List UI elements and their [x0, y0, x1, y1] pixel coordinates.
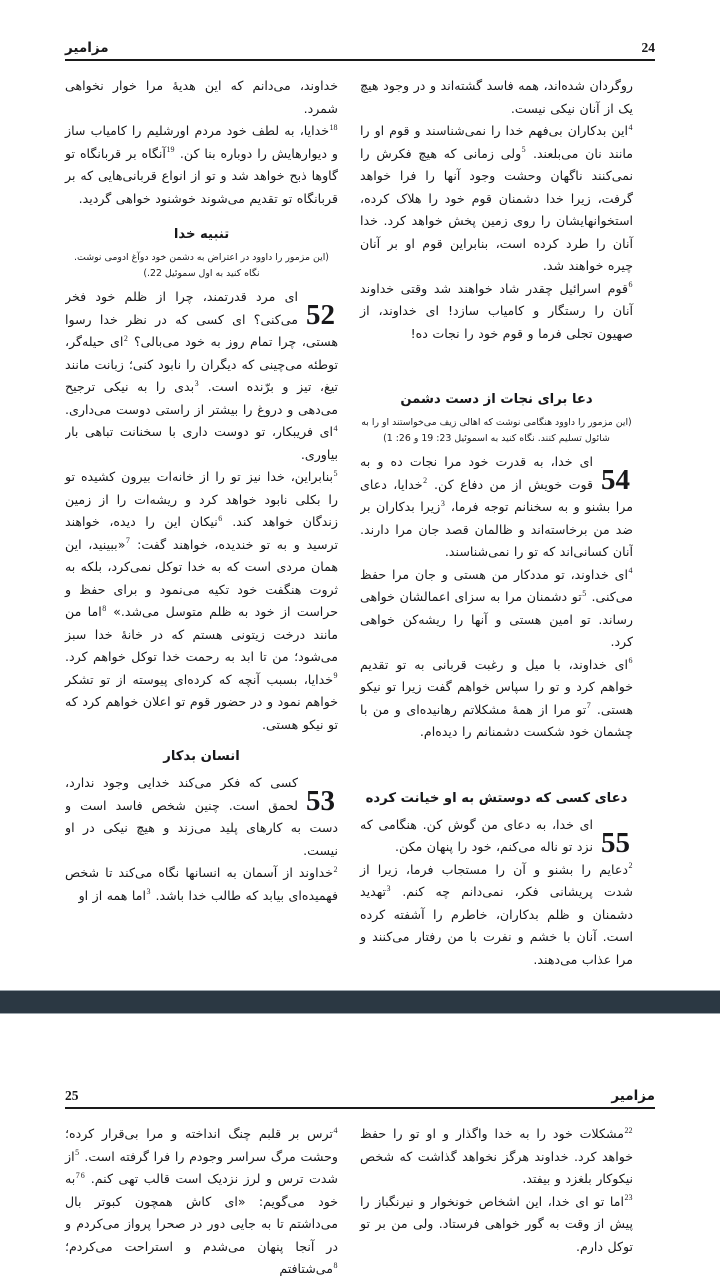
psalm-55-v22: [360, 1123, 633, 1191]
chapter-number-54: 54: [601, 464, 630, 496]
chapter-block-55: [360, 814, 633, 859]
psalm-53-v6: [360, 278, 633, 346]
verse-text: مشکلات خود را به خدا واگذار و او تو را حفظ خواهد کرد. خداوند هرگز نخواهد گذاشت که شخص نیکوکار بلغزد و بیفتد.: [360, 1126, 633, 1186]
psalm-52-body: [65, 286, 338, 466]
folio-number: 24: [641, 40, 655, 55]
verse-text: ای خداوند، با میل و رغبت قربانی به تو تقدیم خواهم کرد و تو را سپاس خواهم گفت زیرا تو نیکو هستی.: [360, 656, 633, 717]
verse-number: 6: [218, 513, 223, 523]
paragraph-psalm51-v18-19: [65, 120, 338, 210]
verse-number: 22: [624, 1125, 633, 1135]
verse-number: 6: [628, 656, 633, 666]
verse-number: 2: [628, 861, 633, 871]
verse-number: 18: [329, 122, 338, 132]
verse-number: 7: [125, 536, 130, 546]
verse-text: اما من مانند درخت زیتونی هستم که در خانهٔ خدا سبز می‌شود؛ من تا ابد به رحمت خدا توکل خواهم کرد.: [65, 604, 338, 664]
page-24-column-right: [65, 75, 338, 971]
verse-number: 8: [102, 603, 107, 613]
chapter-block-52: [65, 286, 338, 466]
verse-text: بدی را به نیکی ترجیح می‌دهی و دروغ را بیشتر از راستی دوست می‌داری.: [65, 379, 338, 417]
verse-number: 6: [628, 280, 633, 290]
verse-text: ترس بر قلبم چنگ انداخته و مرا بی‌قرار کرده؛ وحشت مرگ سراسر وجودم را فرا گرفته است.: [65, 1126, 338, 1164]
verse-number: 5: [521, 145, 526, 155]
verse-number: 4: [333, 423, 338, 433]
verse-text: ولی زمانی که هیچ فکرش را نمی‌کنند ناگهان وحشت وجود آنها را فرا خواهد گرفت، زیرا خدا دشمنان قوم خود را هلاک کرده، استخوانهایشان را روی زمین پخش خواهد کرد. خدا آنان را طرد کرده است، بنابراین قوم او بر آنان چیره خواهند شد.: [360, 145, 633, 273]
verse-text: زیرا بدکاران بر ضد من برخاسته‌اند و ظالمان قصد جان مرا دارند. آنان کسانی‌اند که تو را نمی‌شناسند.: [360, 499, 633, 559]
verse-text: خدایا، بسبب آنچه که کرده‌ای پیوسته از تو تشکر خواهم نمود و در حضور قوم تو اعلان خواهم کرد که تو نیکو هستی.: [65, 671, 338, 732]
verse-text: «ببینید، این همان مردی است که به خدا توکل نمی‌کرد، بلکه به ثروت هنگفت خود تکیه می‌نمود و برای حفظ و حراست از خود به ظلم متوسل می‌شد.»: [65, 536, 338, 619]
folio-number: 25: [65, 1088, 79, 1103]
section-heading-psalm-55: دعای کسی که دوستش به او خیانت کرده: [365, 790, 628, 806]
verse-number: 5: [333, 468, 338, 478]
page-25-column-right: [65, 1123, 338, 1281]
verse-text: ای مرد قدرتمند، چرا از ظلم خود فخر می‌کنی؟ ای کسی که در نظر خدا رسوا هستی، چرا تمام روز به خود می‌بالی؟: [65, 289, 338, 349]
verse-text: ای حیله‌گر، توطئه می‌چینی که دیگران را نابود کنی؛ زبانت مانند تیغ، تیز و برّنده است.: [65, 334, 338, 394]
psalm-54-v4-v5: [360, 564, 633, 654]
verse-number: 9: [333, 671, 338, 681]
verse-number: 5: [582, 588, 587, 598]
page-25-columns: [65, 1109, 655, 1281]
verse-text: خدایا، به لطف خود مردم اورشلیم را کامیاب ساز و دیوارهایش را دوباره بنا کن.: [65, 123, 338, 161]
psalm-53-body-continued: [65, 862, 338, 907]
verse-number: 2: [423, 476, 428, 486]
psalm-55-v2-v3: [360, 859, 633, 972]
chapter-number-55: 55: [601, 826, 630, 859]
psalm-53-v3-continuation: روگردان شده‌اند، همه فاسد گشته‌اند و در وجود هیچ یک از آنان نیکی نیست.: [360, 78, 633, 116]
verse-text: قوم اسرائیل چقدر شاد خواهند شد وقتی خداوند آنان را رستگار و کامیاب سازد! ای خداوند، از صهیون تجلی فرما و قوم خود را نجات ده!: [360, 280, 633, 341]
section-heading-psalm-52: تنبیه خدا: [173, 227, 230, 242]
book-title-running-head: مزامیر: [65, 40, 109, 56]
verse-number: 7: [75, 1170, 80, 1180]
psalm-55-v23: [360, 1191, 633, 1259]
verse-text: این بدکاران بی‌فهم خدا را نمی‌شناسند و قوم او را مانند نان می‌بلعند.: [360, 123, 633, 161]
verse-number: 23: [624, 1193, 633, 1203]
verse-text: اما تو ای خدا، این اشخاص خونخوار و نیرنگباز را پیش از وقت به گور خواهی فرستاد. ولی من بر تو توکل دارم.: [360, 1193, 633, 1254]
verse-number: 5: [75, 1148, 80, 1158]
verse-number: 19: [166, 145, 175, 155]
verse-text: کسی که فکر می‌کند خدایی وجود ندارد، لحمق است. چنین شخص فاسد است و دست به کارهای پلید می‌زند و هیچ نیکی در او نیست.: [65, 775, 338, 858]
verse-text: نیکان این را دیده، خواهند ترسید و به تو خندیده، خواهند گفت:: [65, 514, 338, 552]
psalm-55-v4-v8: [65, 1123, 338, 1281]
chapter-number-52: 52: [306, 299, 335, 331]
verse-text: تو دشمنان مرا به سزای اعمالشان خواهی رساند. تو امین هستی و آنها را ریشه‌کن خواهی کرد.: [360, 589, 633, 649]
psalm-52-superscription: (این مزمور را داوود در اعتراض به دشمن خود دوآغ ادومی نوشت. نگاه کنید به اول سموئیل 22.): [74, 252, 329, 279]
verse-number: 3: [440, 498, 445, 508]
verse-number: 7: [586, 701, 591, 711]
paragraph-continuation: خداوند، می‌دانم که این هدیهٔ مرا خوار نخواهی شمرد.: [65, 78, 338, 116]
page-divider-band: [0, 990, 720, 1014]
verse-text: بنابراین، خدا نیز تو را از خانه‌ات بیرون کشیده تو را بکلی نابود خواهد کرد و ریشه‌ات را از زمین زندگان خواهد کند.: [65, 469, 338, 529]
running-head-page-25: [65, 1070, 655, 1109]
psalm-54-body: [360, 451, 633, 564]
verse-number: 6: [80, 1170, 85, 1180]
verse-number: 4: [628, 122, 633, 132]
verse-number: 4: [333, 1125, 338, 1135]
verse-number: 3: [386, 883, 391, 893]
verse-number: 3: [194, 378, 199, 388]
section-spacer: [360, 744, 633, 774]
page-25-column-left: [360, 1123, 633, 1281]
psalm-52-body-continued: [65, 466, 338, 736]
verse-text: به خود می‌گویم: «ای کاش همچون کبوتر بال می‌داشتم تا به جایی دور در صحرا پرواز می‌کردم و در آنجا پنهان می‌شدم و استراحت می‌کردم؛: [65, 1171, 338, 1254]
verse-text: دعایم را بشنو و آن را مستجاب فرما، زیرا از شدت پریشانی فکر، نمی‌دانم چه کنم.: [360, 861, 633, 899]
verse-text: خدایا، دعای مرا بشنو و به سخنانم توجه فرما،: [360, 476, 633, 514]
psalm-53-v4-v5: [360, 120, 633, 278]
verse-text: از شدت ترس و لرز نزدیک است قالب تهی کنم.: [65, 1148, 338, 1186]
book-title-running-head: مزامیر: [611, 1088, 655, 1104]
section-spacer: [360, 345, 633, 375]
verse-text: خداوند از آسمان به انسانها نگاه می‌کند تا شخص فهمیده‌ای بیابد که طالب خدا باشد.: [65, 865, 338, 903]
verse-text: می‌شتافتم: [279, 1261, 333, 1276]
verse-text: ای خدا، به دعای من گوش کن. هنگامی که نزد تو ناله می‌کنم، خود را پنهان مکن.: [360, 816, 593, 854]
psalm-54-v6-v7: [360, 654, 633, 744]
chapter-number-53: 53: [306, 785, 335, 817]
verse-text: تو مرا از همهٔ مشکلاتم رهانیده‌ای و من با چشمان خود شکست دشمنانم را دیده‌ام.: [360, 701, 633, 739]
psalm-53-body: [65, 772, 338, 862]
verse-text: ای خدا، به قدرت خود مرا نجات ده و به قوت خویش از من دفاع کن.: [360, 454, 593, 492]
psalm-54-superscription: (این مزمور را داوود هنگامی نوشت که اهالی زیف می‌خواستند او را به شائول تسلیم کنند. نگاه کنید به اسموئیل 23: 19 و 26: 1): [361, 417, 632, 444]
verse-number: 4: [628, 566, 633, 576]
chapter-block-54: [360, 451, 633, 564]
section-heading-psalm-54: دعا برای نجات از دست دشمن: [400, 392, 593, 407]
page-24-columns: [65, 61, 655, 971]
verse-number: 2: [333, 864, 338, 874]
verse-number: 8: [333, 1260, 338, 1270]
chapter-block-53: [65, 772, 338, 862]
page-25: [0, 1014, 720, 1276]
running-head-page-24: [65, 22, 655, 61]
page-24-column-left: [360, 75, 633, 971]
verse-text: اما همه از او: [78, 887, 147, 903]
verse-text: ای خداوند، تو مددکار من هستی و جان مرا حفظ می‌کنی.: [360, 566, 633, 604]
verse-text: ای فریبکار، تو دوست داری با سخنانت تباهی بار بیاوری.: [65, 424, 338, 462]
psalm-55-body: [360, 814, 633, 859]
verse-number: 3: [146, 887, 151, 897]
section-heading-psalm-53: انسان بدکار: [163, 749, 240, 764]
verse-text: آنگاه بر قربانگاه تو گاوها ذبح خواهد شد و تو از انواع قربانی‌هایی که بر قربانگاه تو تقدیم می‌شوند خوشنود خواهی گردید.: [65, 145, 338, 206]
verse-number: 2: [123, 333, 128, 343]
verse-text: تهدید دشمنان و ظلم بدکاران، خاطرم را آشفته کرده است. آنان با خشم و نفرت با من رفتار می‌کنند و مرا عذاب می‌دهند.: [360, 884, 633, 967]
